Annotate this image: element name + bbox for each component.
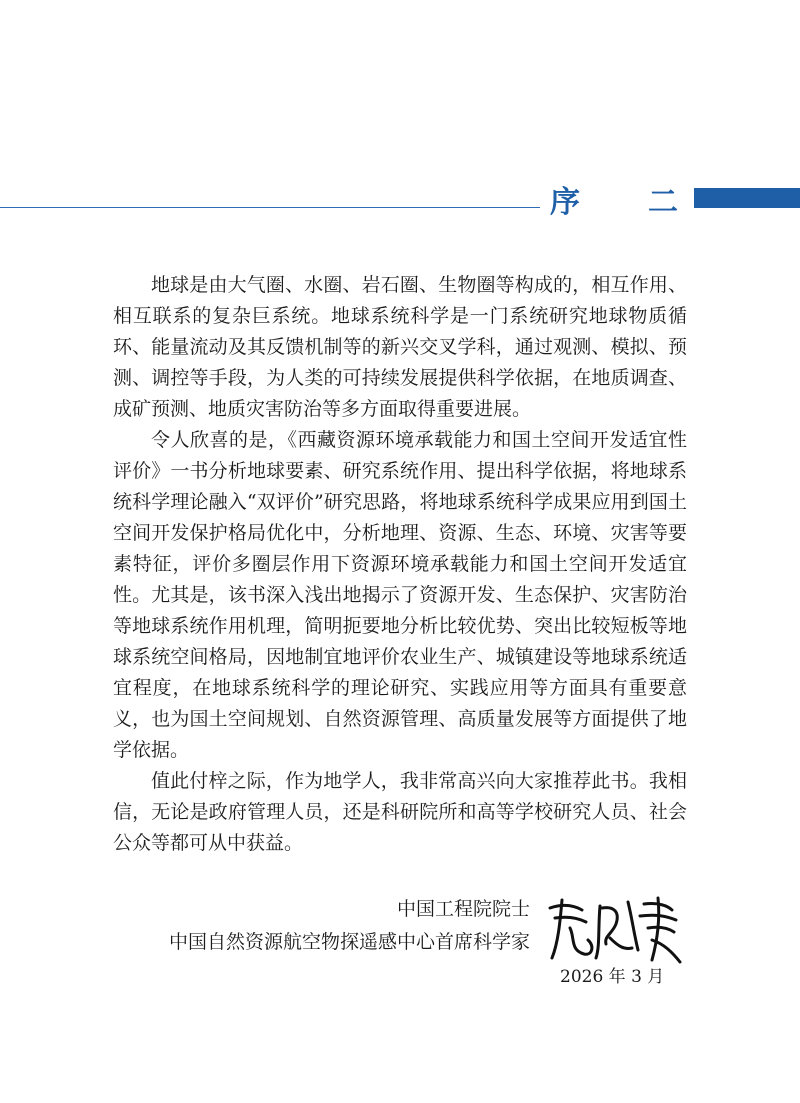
signature-block: [130, 893, 530, 959]
date: 2026 年 3 月: [560, 967, 665, 987]
author-title-1: 中国工程院院士: [396, 898, 530, 920]
body-text: [113, 270, 687, 859]
title-char-1: 序: [550, 185, 580, 220]
header-line: [0, 207, 540, 208]
author-title-2: 中国自然资源航空物探遥感中心首席科学家: [168, 931, 530, 953]
title-char-2: 二: [648, 185, 678, 220]
paragraph-2: 令人欣喜的是，《西藏资源环境承载能力和国土空间开发适宜性评价》一书分析地球要素、研究系统作用、提出科学依据，将地球系统科学理论融入“双评价”研究思路，将地球系统科学成果应用到国土空间开发保护格局优化中，分析地理、资源、生态、环境、灾害等要素特征，评价多圈层作用下资源环境承载能力和国土空间开发适宜性。尤其是，该书深入浅出地揭示了资源开发、生态保护、灾害防治等地球系统作用机理，简明扼要地分析比较优势、突出比较短板等地球系统空间格局，因地制宜地评价农业生产、城镇建设等地球系统适宜程度，在地球系统科学的理论研究、实践应用等方面具有重要意义，也为国土空间规划、自然资源管理、高质量发展等方面提供了地学依据。: [113, 429, 687, 761]
header-accent-bar: [694, 188, 800, 208]
page-title: [548, 178, 688, 228]
paragraph-3: 值此付梓之际，作为地学人，我非常高兴向大家推荐此书。我相信，无论是政府管理人员，还是科研院所和高等学校研究人员、社会公众等都可从中获益。: [113, 770, 687, 854]
handwritten-signature: [540, 888, 690, 968]
paragraph-1: 地球是由大气圈、水圈、岩石圈、生物圈等构成的，相互作用、相互联系的复杂巨系统。地球系统科学是一门系统研究地球物质循环、能量流动及其反馈机制等的新兴交叉学科，通过观测、模拟、预测、调控等手段，为人类的可持续发展提供科学依据，在地质调查、成矿预测、地质灾害防治等多方面取得重要进展。: [113, 274, 687, 420]
